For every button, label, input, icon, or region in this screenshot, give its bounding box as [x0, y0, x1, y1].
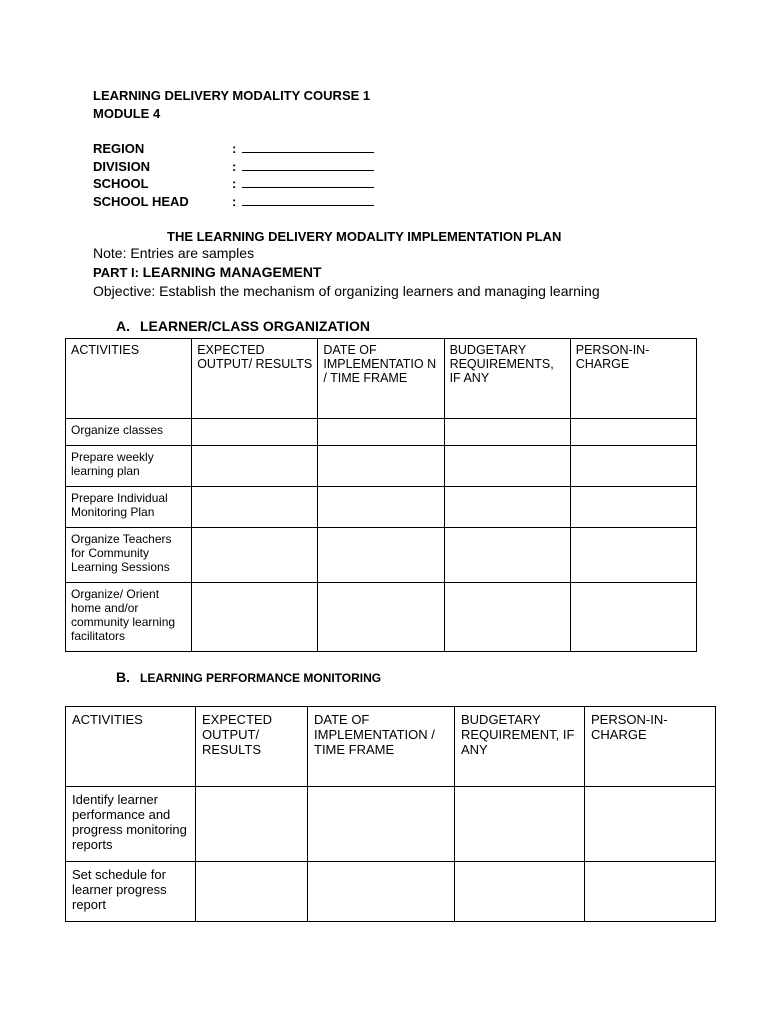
field-colon: :	[232, 159, 237, 174]
empty-cell[interactable]	[192, 419, 318, 446]
field-colon: :	[232, 141, 237, 156]
activity-cell: Organize Teachers for Community Learning Sessions	[66, 528, 192, 583]
empty-cell[interactable]	[455, 862, 585, 922]
empty-cell[interactable]	[192, 528, 318, 583]
header-budgetary-requirements: BUDGETARY REQUIREMENTS, IF ANY	[444, 339, 570, 419]
activity-cell: Prepare weekly learning plan	[66, 446, 192, 487]
table-row	[66, 528, 697, 583]
table-row	[66, 446, 697, 487]
field-label: DIVISION	[93, 159, 151, 174]
section-a-heading	[116, 318, 370, 334]
field-school	[93, 176, 374, 191]
learner-class-organization-table	[65, 338, 697, 652]
empty-cell[interactable]	[455, 787, 585, 862]
header-activities: ACTIVITIES	[66, 707, 196, 787]
table-row	[66, 862, 716, 922]
header-date-of-implementation: DATE OF IMPLEMENTATION / TIME FRAME	[308, 707, 455, 787]
section-b-heading	[116, 669, 381, 687]
empty-cell[interactable]	[192, 446, 318, 487]
empty-cell[interactable]	[318, 419, 444, 446]
activity-cell: Set schedule for learner progress report	[66, 862, 196, 922]
table-row	[66, 419, 697, 446]
field-label: REGION	[93, 141, 145, 156]
field-colon: :	[232, 194, 237, 209]
field-division	[93, 159, 374, 174]
empty-cell[interactable]	[570, 446, 696, 487]
module-title: MODULE 4	[93, 106, 161, 121]
empty-cell[interactable]	[192, 583, 318, 652]
empty-cell[interactable]	[192, 487, 318, 528]
field-colon: :	[232, 176, 237, 191]
empty-cell[interactable]	[444, 487, 570, 528]
note-text: Note: Entries are samples	[93, 245, 255, 261]
empty-cell[interactable]	[585, 787, 716, 862]
empty-cell[interactable]	[318, 446, 444, 487]
empty-cell[interactable]	[570, 487, 696, 528]
header-date-of-implementation: DATE OF IMPLEMENTATIO N / TIME FRAME	[318, 339, 444, 419]
part-title: LEARNING MANAGEMENT	[142, 264, 322, 280]
activity-cell: Prepare Individual Monitoring Plan	[66, 487, 192, 528]
section-a-letter: A.	[116, 318, 130, 334]
header-budgetary-requirement: BUDGETARY REQUIREMENT, IF ANY	[455, 707, 585, 787]
section-b-title: LEARNING PERFORMANCE MONITORING	[140, 671, 382, 685]
empty-cell[interactable]	[444, 528, 570, 583]
field-blank-line	[242, 195, 374, 206]
field-school-head	[93, 194, 374, 209]
objective-text: Objective: Establish the mechanism of organizing learners and managing learning	[93, 283, 600, 299]
part-prefix: PART I:	[93, 265, 143, 280]
header-person-in-charge: PERSON-IN-CHARGE	[570, 339, 696, 419]
empty-cell[interactable]	[308, 787, 455, 862]
part-heading	[93, 264, 321, 280]
section-b-letter: B.	[116, 669, 130, 685]
table-header-row	[66, 339, 697, 419]
empty-cell[interactable]	[444, 419, 570, 446]
table-header-row	[66, 707, 716, 787]
table-row	[66, 583, 697, 652]
empty-cell[interactable]	[585, 862, 716, 922]
empty-cell[interactable]	[570, 528, 696, 583]
table-row	[66, 487, 697, 528]
header-person-in-charge: PERSON-IN-CHARGE	[585, 707, 716, 787]
empty-cell[interactable]	[318, 528, 444, 583]
table-row	[66, 787, 716, 862]
field-blank-line	[242, 142, 374, 153]
section-a-title: LEARNER/CLASS ORGANIZATION	[140, 318, 370, 334]
empty-cell[interactable]	[318, 487, 444, 528]
empty-cell[interactable]	[196, 787, 308, 862]
empty-cell[interactable]	[318, 583, 444, 652]
header-activities: ACTIVITIES	[66, 339, 192, 419]
activity-cell: Organize classes	[66, 419, 192, 446]
empty-cell[interactable]	[308, 862, 455, 922]
learning-performance-monitoring-table	[65, 706, 716, 922]
plan-title: THE LEARNING DELIVERY MODALITY IMPLEMENTATION PLAN	[167, 229, 562, 244]
activity-cell: Organize/ Orient home and/or community learning facilitators	[66, 583, 192, 652]
header-expected-output: EXPECTED OUTPUT/ RESULTS	[192, 339, 318, 419]
field-blank-line	[242, 177, 374, 188]
field-label: SCHOOL HEAD	[93, 194, 189, 209]
empty-cell[interactable]	[196, 862, 308, 922]
course-title: LEARNING DELIVERY MODALITY COURSE 1	[93, 88, 371, 103]
empty-cell[interactable]	[570, 419, 696, 446]
empty-cell[interactable]	[570, 583, 696, 652]
empty-cell[interactable]	[444, 583, 570, 652]
field-label: SCHOOL	[93, 176, 149, 191]
field-region	[93, 141, 374, 156]
activity-cell: Identify learner performance and progress monitoring reports	[66, 787, 196, 862]
header-expected-output: EXPECTED OUTPUT/ RESULTS	[196, 707, 308, 787]
empty-cell[interactable]	[444, 446, 570, 487]
field-blank-line	[242, 160, 374, 171]
